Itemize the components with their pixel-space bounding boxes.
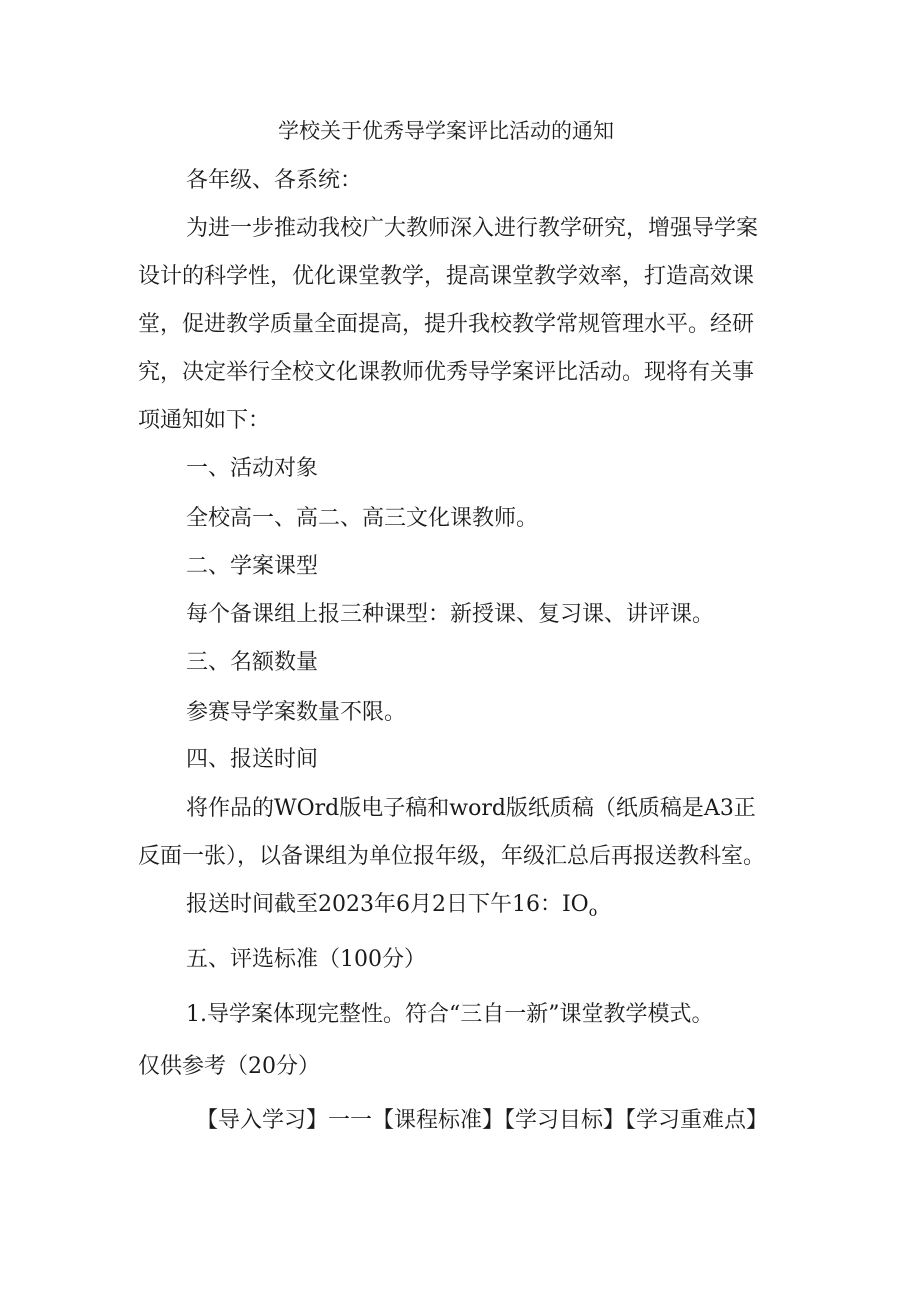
section-heading: 一、活动对象	[186, 456, 319, 481]
intro-line: 项通知如下：	[138, 408, 271, 433]
section-heading: 三、名额数量	[186, 650, 319, 675]
section-heading: 四、报送时间	[186, 747, 319, 772]
salutation: 各年级、各系统：	[186, 168, 363, 193]
section-body: 将作品的WOrd版电子稿和word版纸质稿（纸质稿是A3正	[186, 796, 756, 821]
section-body: 参赛导学案数量不限。	[186, 700, 407, 725]
section-body: 全校高一、高二、高三文化课教师。	[186, 506, 539, 531]
deadline-main: 报送时间截至2023年6月2日下午16：IO	[186, 892, 589, 917]
section-heading: 二、学案课型	[186, 554, 319, 579]
criteria-item: 1.导学案体现完整性。符合“三自一新”课堂教学模式。	[186, 1002, 714, 1027]
intro-line: 设计的科学性，优化课堂教学，提高课堂教学效率，打造高效课	[138, 264, 755, 289]
deadline-suffix: o	[588, 904, 598, 920]
section-heading: 五、评选标准（100分）	[186, 947, 426, 972]
criteria-note: 仅供参考（20分）	[138, 1054, 320, 1079]
document-title: 学校关于优秀导学案评比活动的通知	[278, 119, 614, 143]
section-body: 反面一张），以备课组为单位报年级，年级汇总后再报送教科室。	[138, 844, 766, 869]
intro-line: 堂，促进教学质量全面提高，提升我校教学常规管理水平。经研	[138, 312, 755, 337]
section-body: 每个备课组上报三种课型：新授课、复习课、讲评课。	[186, 602, 715, 627]
deadline-text	[186, 890, 597, 922]
criteria-detail: 【导入学习】一一【课程标准】【学习目标】【学习重难点】	[196, 1108, 769, 1133]
intro-line: 为进一步推动我校广大教师深入进行教学研究，增强导学案	[186, 216, 759, 241]
intro-line: 究，决定举行全校文化课教师优秀导学案评比活动。现将有关事	[138, 360, 755, 385]
